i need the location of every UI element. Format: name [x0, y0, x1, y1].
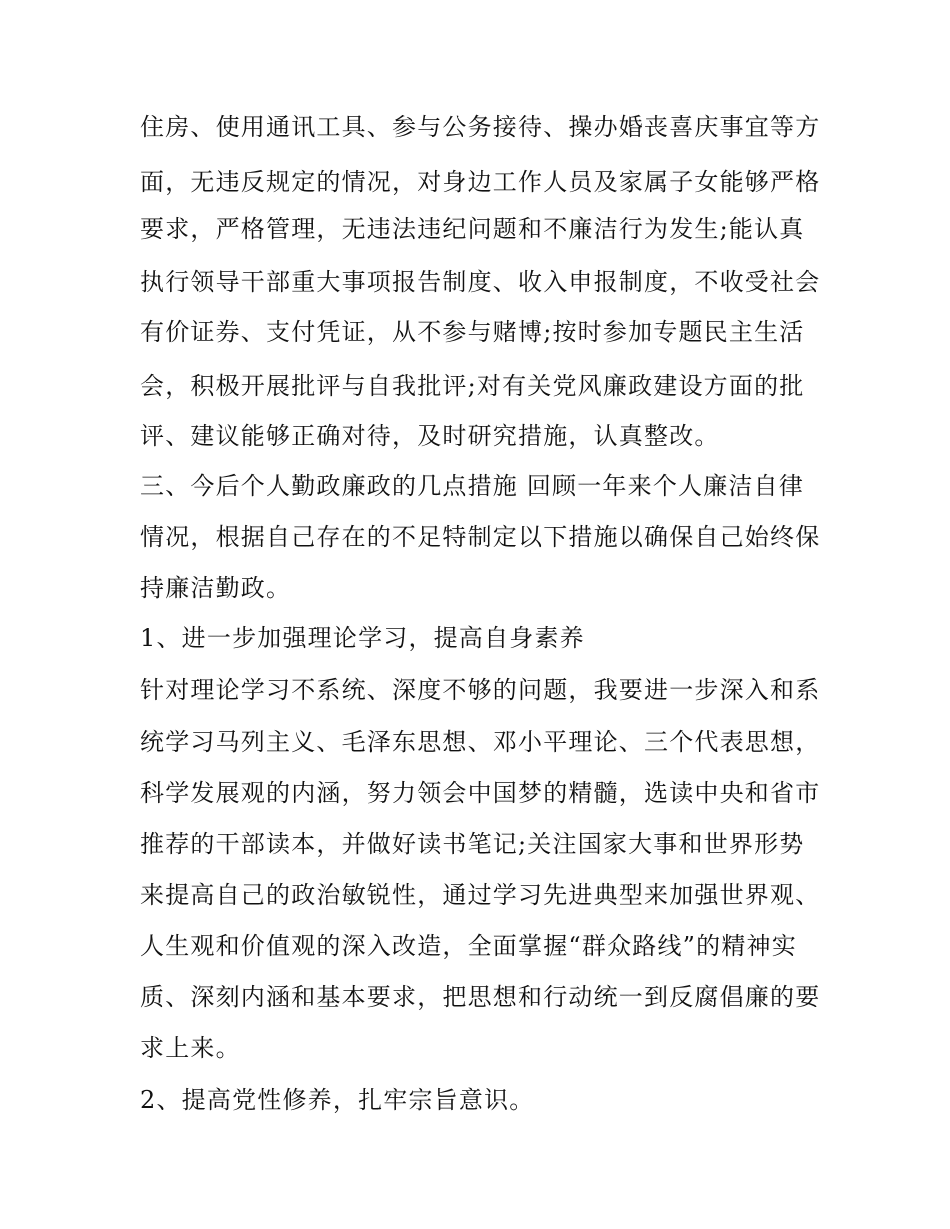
text-line: 统学习马列主义、毛泽东思想、邓小平理论、三个代表思想，: [140, 728, 821, 756]
text-line: 会，积极开展批评与自我批评;对有关党风廉政建设方面的批: [140, 372, 805, 400]
text-line: 执行领导干部重大事项报告制度、收入申报制度，不收受社会: [140, 268, 821, 296]
text-line: 持廉洁勤政。: [140, 574, 292, 602]
text-line: 情况，根据自己存在的不足特制定以下措施以确保自己始终保: [140, 523, 821, 551]
text-line: 人生观和价值观的深入改造，全面掌握“群众路线”的精神实: [140, 932, 797, 960]
text-line: 评、建议能够正确对待，及时研究措施，认真整改。: [140, 422, 720, 450]
text-line: 面，无违反规定的情况，对身边工作人员及家属子女能够严格: [140, 168, 821, 196]
text-line: 针对理论学习不系统、深度不够的问题，我要进一步深入和系: [140, 676, 821, 704]
text-line: 住房、使用通讯工具、参与公务接待、操办婚丧喜庆事宜等方: [140, 113, 821, 141]
text-line: 科学发展观的内涵，努力领会中国梦的精髓，选读中央和省市: [140, 779, 821, 807]
text-line: 求上来。: [140, 1034, 241, 1062]
text-line: 推荐的干部读本，并做好读书笔记;关注国家大事和世界形势: [140, 830, 805, 858]
subsection-heading: 2、提高党性修养，扎牢宗旨意识。: [140, 1086, 535, 1114]
text-line: 来提高自己的政治敏锐性，通过学习先进典型来加强世界观、: [140, 881, 821, 909]
subsection-heading: 1、进一步加强理论学习，提高自身素养: [140, 624, 585, 652]
text-line: 要求，严格管理，无违法违纪问题和不廉洁行为发生;能认真: [140, 215, 805, 243]
text-line: 质、深刻内涵和基本要求，把思想和行动统一到反腐倡廉的要: [140, 983, 821, 1011]
text-line: 有价证券、支付凭证，从不参与赌博;按时参加专题民主生活: [140, 318, 805, 346]
section-heading: 三、今后个人勤政廉政的几点措施 回顾一年来个人廉洁自律: [140, 472, 805, 500]
